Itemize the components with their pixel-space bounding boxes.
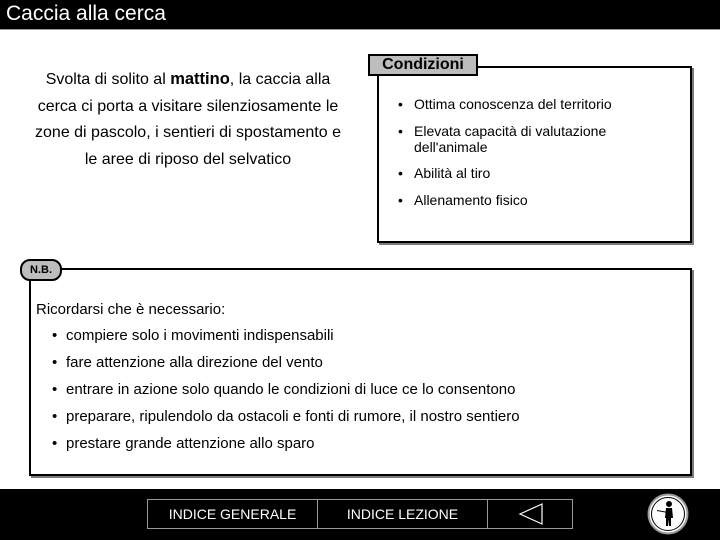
index-lesson-button[interactable]: INDICE LEZIONE (317, 499, 488, 529)
note-item: • compiere solo i movimenti indispensabili (52, 327, 520, 354)
note-item: • entrare in azione solo quando le condizioni di luce ce lo consentono (52, 381, 520, 408)
note-item: • prestare grande attenzione allo sparo (52, 435, 520, 462)
conditions-list (398, 96, 678, 208)
triangle-left-icon (488, 500, 574, 528)
conditions-label: Condizioni (368, 54, 478, 76)
intro-text-start: Svolta di solito al (45, 71, 171, 88)
back-button[interactable] (487, 499, 573, 529)
condition-item: • Elevata capacità di valutazione dell'animale (398, 123, 678, 155)
notes-label: N.B. (20, 259, 62, 281)
condition-item: • Allenamento fisico (398, 192, 678, 208)
intro-text (30, 66, 346, 173)
note-item: • preparare, ripulendolo da ostacoli e fonti di rumore, il nostro sentiero (52, 408, 520, 435)
notes-lead: Ricordarsi che è necessario: (36, 301, 226, 318)
title-bar (0, 0, 720, 30)
page-title: Caccia alla cerca (6, 2, 166, 25)
intro-highlight: mattino (170, 70, 230, 88)
condition-item: • Abilità al tiro (398, 165, 678, 181)
index-general-button[interactable]: INDICE GENERALE (147, 499, 318, 529)
note-item: • fare attenzione alla direzione del vento (52, 354, 520, 381)
condition-item: • Ottima conoscenza del territorio (398, 96, 678, 112)
hunter-silhouette-icon[interactable] (647, 493, 689, 535)
notes-list (52, 327, 520, 462)
intro-text-end: , la caccia alla cerca ci porta a visitare silenziosamente le zone di pascolo, i sentieri di spostamento e le aree di riposo del selvatico (35, 71, 341, 168)
